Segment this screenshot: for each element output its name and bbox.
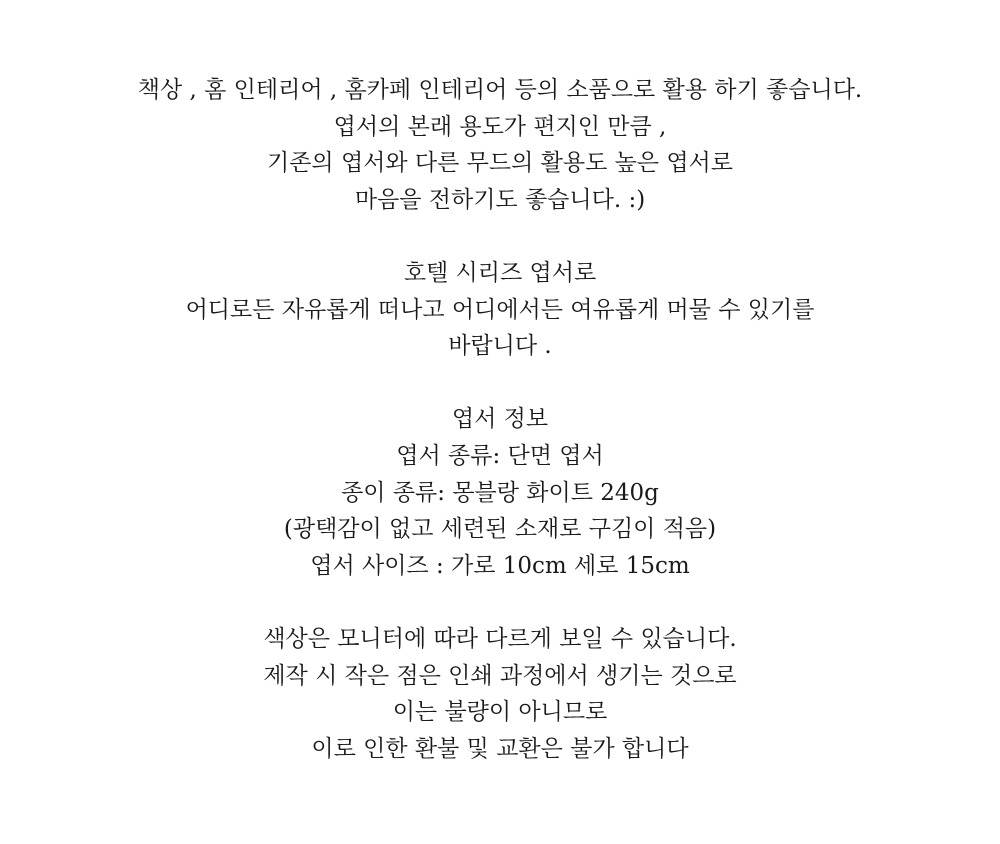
text-line: 제작 시 작은 점은 인쇄 과정에서 생기는 것으로 <box>263 662 737 689</box>
text-line: 엽서의 본래 용도가 편지인 만큼 , <box>333 113 667 140</box>
text-line: 책상 , 홈 인테리어 , 홈카페 인테리어 등의 소품으로 활용 하기 좋습니다. <box>137 77 863 103</box>
text-line: 기존의 엽서와 다른 무드의 활용도 높은 엽서로 <box>266 150 733 177</box>
section-heading: 엽서 정보 <box>451 406 549 433</box>
spec-line: (광택감이 없고 세련된 소재로 구김이 적음) <box>283 516 717 543</box>
text-line: 호텔 시리즈 엽서로 <box>403 259 597 286</box>
text-line: 마음을 전하기도 좋습니다. :) <box>354 186 646 213</box>
notice-paragraph <box>0 621 1000 767</box>
product-description <box>0 72 1000 767</box>
text-line: 색상은 모니터에 따라 다르게 보일 수 있습니다. <box>263 625 737 652</box>
text-line: 어디로든 자유롭게 떠나고 어디에서든 여유롭게 머물 수 있기를 <box>185 296 815 323</box>
spec-line: 종이 종류: 몽블랑 화이트 240g <box>341 479 659 506</box>
postcard-info-paragraph <box>0 401 1000 584</box>
spec-line: 엽서 종류: 단면 엽서 <box>396 442 604 469</box>
text-line: 이로 인한 환불 및 교환은 불가 합니다 <box>311 735 689 762</box>
spec-line: 엽서 사이즈 : 가로 10cm 세로 15cm <box>310 552 690 579</box>
usage-paragraph <box>0 72 1000 218</box>
series-paragraph <box>0 255 1000 365</box>
text-line: 바랍니다 . <box>448 333 552 360</box>
text-line: 이는 불량이 아니므로 <box>392 699 608 726</box>
